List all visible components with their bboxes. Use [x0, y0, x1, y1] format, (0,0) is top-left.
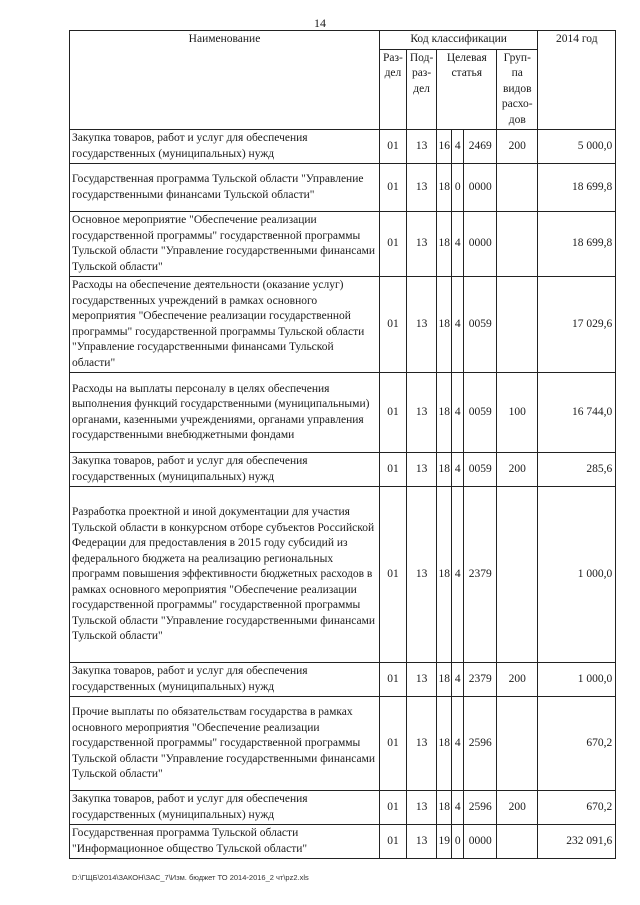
header-razdel: Раз-дел [380, 49, 407, 130]
row-target-2: 0 [452, 164, 464, 212]
row-podrazdel: 13 [406, 130, 436, 164]
row-target-1: 18 [437, 663, 452, 697]
row-amount: 285,6 [538, 453, 616, 487]
row-group [497, 697, 538, 791]
row-target-3: 0000 [464, 825, 497, 859]
row-group: 200 [497, 453, 538, 487]
page-number: 14 [314, 16, 326, 30]
row-amount: 17 029,6 [538, 277, 616, 373]
row-target-1: 18 [437, 453, 452, 487]
row-group [497, 164, 538, 212]
row-podrazdel: 13 [406, 373, 436, 453]
row-razdel: 01 [380, 825, 407, 859]
row-name: Расходы на выплаты персоналу в целях обеспечения выполнения функций государственными (муниципальными) органами, казенными учреждениями, органами управления государственными внебюджетными фондами [70, 373, 380, 453]
row-target-1: 19 [437, 825, 452, 859]
row-podrazdel: 13 [406, 453, 436, 487]
row-target-2: 4 [452, 487, 464, 663]
row-target-1: 18 [437, 212, 452, 277]
table-body [70, 130, 616, 859]
row-target-1: 18 [437, 791, 452, 825]
table-row [70, 825, 616, 859]
row-podrazdel: 13 [406, 277, 436, 373]
row-amount: 670,2 [538, 791, 616, 825]
table-row [70, 663, 616, 697]
row-amount: 670,2 [538, 697, 616, 791]
row-group [497, 487, 538, 663]
row-group [497, 277, 538, 373]
row-amount: 1 000,0 [538, 487, 616, 663]
row-target-2: 4 [452, 663, 464, 697]
row-amount: 18 699,8 [538, 164, 616, 212]
row-target-2: 4 [452, 453, 464, 487]
row-name: Государственная программа Тульской области "Информационное общество Тульской области" [70, 825, 380, 859]
row-name: Прочие выплаты по обязательствам государства в рамках основного мероприятия "Обеспечение реализации государственной программы" государственной программы Тульской области "Управление государственными финансами Тульской области" [70, 697, 380, 791]
row-razdel: 01 [380, 663, 407, 697]
row-podrazdel: 13 [406, 164, 436, 212]
row-razdel: 01 [380, 453, 407, 487]
row-target-3: 2379 [464, 487, 497, 663]
row-podrazdel: 13 [406, 663, 436, 697]
row-group: 200 [497, 663, 538, 697]
row-group: 200 [497, 130, 538, 164]
table-row [70, 791, 616, 825]
row-amount: 232 091,6 [538, 825, 616, 859]
row-razdel: 01 [380, 212, 407, 277]
row-target-2: 4 [452, 791, 464, 825]
row-podrazdel: 13 [406, 487, 436, 663]
row-razdel: 01 [380, 487, 407, 663]
footer-file-path: D:\ГЩБ\2014\ЗАКОН\ЗАС_7\Изм. бюджет ТО 2014-2016_2 чт\рz2.xls [72, 873, 309, 882]
row-group [497, 825, 538, 859]
row-razdel: 01 [380, 791, 407, 825]
row-target-1: 18 [437, 487, 452, 663]
header-year: 2014 год [538, 31, 616, 130]
budget-table [69, 30, 616, 859]
row-amount: 5 000,0 [538, 130, 616, 164]
row-target-3: 2596 [464, 791, 497, 825]
row-name: Основное мероприятие "Обеспечение реализации государственной программы" государственной программы Тульской области "Управление государственными финансами Тульской области" [70, 212, 380, 277]
row-target-2: 4 [452, 277, 464, 373]
row-target-2: 0 [452, 825, 464, 859]
row-podrazdel: 13 [406, 791, 436, 825]
row-target-1: 16 [437, 130, 452, 164]
row-target-1: 18 [437, 164, 452, 212]
row-target-1: 18 [437, 697, 452, 791]
table-row [70, 697, 616, 791]
row-target-2: 4 [452, 697, 464, 791]
row-razdel: 01 [380, 277, 407, 373]
row-name: Разработка проектной и иной документации для участия Тульской области в конкурсном отборе субъектов Российской Федерации для предоставления в 2015 году субсидий из федерального бюджета на реализацию региональных программ повышения эффективности бюджетных расходов в рамках основного мероприятия "Обеспечение реализации государственной программы" государственной программы Тульской области "Управление государственными финансами Тульской области" [70, 487, 380, 663]
table-row [70, 487, 616, 663]
row-podrazdel: 13 [406, 212, 436, 277]
row-razdel: 01 [380, 697, 407, 791]
row-razdel: 01 [380, 373, 407, 453]
header-target: Целевая статья [437, 49, 497, 130]
row-amount: 16 744,0 [538, 373, 616, 453]
row-group: 200 [497, 791, 538, 825]
row-target-2: 4 [452, 130, 464, 164]
table-row [70, 373, 616, 453]
table-row [70, 130, 616, 164]
row-target-1: 18 [437, 373, 452, 453]
row-razdel: 01 [380, 164, 407, 212]
row-name: Закупка товаров, работ и услуг для обеспечения государственных (муниципальных) нужд [70, 791, 380, 825]
row-name: Государственная программа Тульской области "Управление государственными финансами Тульской области" [70, 164, 380, 212]
row-name: Закупка товаров, работ и услуг для обеспечения государственных (муниципальных) нужд [70, 453, 380, 487]
row-amount: 1 000,0 [538, 663, 616, 697]
row-target-3: 2379 [464, 663, 497, 697]
table-row [70, 212, 616, 277]
row-target-3: 0000 [464, 164, 497, 212]
row-group: 100 [497, 373, 538, 453]
row-target-1: 18 [437, 277, 452, 373]
row-podrazdel: 13 [406, 825, 436, 859]
table-row [70, 164, 616, 212]
row-target-3: 0059 [464, 373, 497, 453]
row-target-3: 0000 [464, 212, 497, 277]
table-row [70, 453, 616, 487]
row-name: Расходы на обеспечение деятельности (оказание услуг) государственных учреждений в рамках основного мероприятия "Обеспечение реализации государственной программы" государственной программы Тульской области "Управление государственными финансами Тульской области" [70, 277, 380, 373]
row-amount: 18 699,8 [538, 212, 616, 277]
header-name: Наименование [70, 31, 380, 130]
row-target-3: 0059 [464, 453, 497, 487]
row-podrazdel: 13 [406, 697, 436, 791]
row-name: Закупка товаров, работ и услуг для обеспечения государственных (муниципальных) нужд [70, 130, 380, 164]
table-row [70, 277, 616, 373]
row-target-3: 2469 [464, 130, 497, 164]
header-classification: Код классификации [380, 31, 538, 50]
row-target-2: 4 [452, 212, 464, 277]
header-group: Груп-па видов расхо-дов [497, 49, 538, 130]
row-name: Закупка товаров, работ и услуг для обеспечения государственных (муниципальных) нужд [70, 663, 380, 697]
row-target-3: 2596 [464, 697, 497, 791]
row-group [497, 212, 538, 277]
row-target-2: 4 [452, 373, 464, 453]
header-podrazdel: Под-раз-дел [406, 49, 436, 130]
row-target-3: 0059 [464, 277, 497, 373]
row-razdel: 01 [380, 130, 407, 164]
